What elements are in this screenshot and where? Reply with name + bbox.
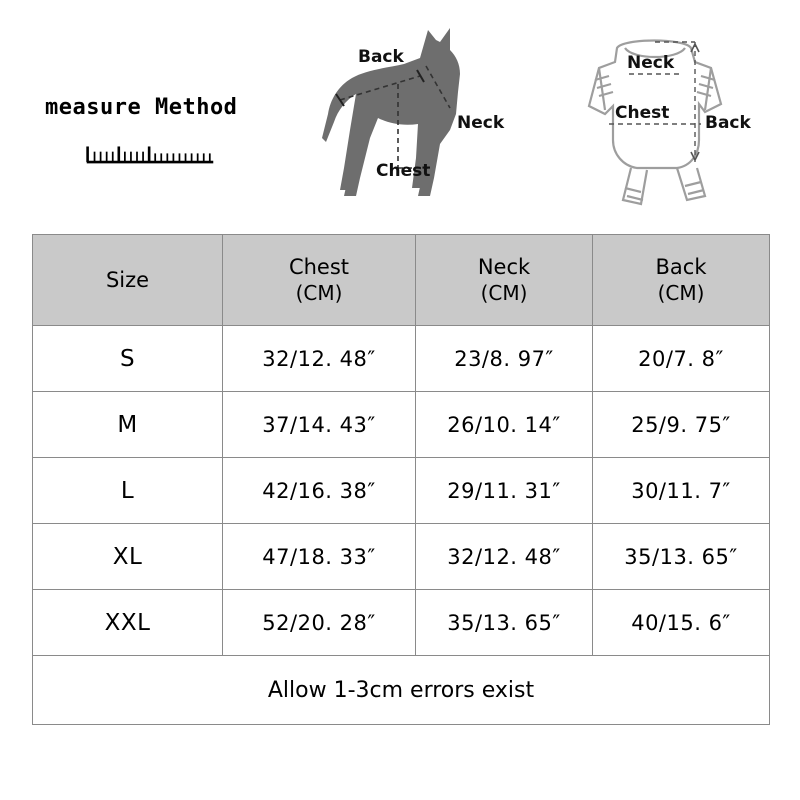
cell-back: 25/9. 75″ — [593, 392, 770, 458]
table-footer — [33, 656, 770, 725]
cell-neck: 29/11. 31″ — [416, 458, 593, 524]
coat-label-back: Back — [705, 113, 751, 133]
header-title-size: Size — [105, 267, 150, 292]
cell-neck: 23/8. 97″ — [416, 326, 593, 392]
cell-back: 30/11. 7″ — [593, 458, 770, 524]
coat-label-neck: Neck — [627, 53, 675, 73]
header-title-neck: Neck — [477, 255, 531, 280]
size-chart-table — [32, 234, 770, 725]
dog-label-back: Back — [358, 47, 404, 67]
table-header — [33, 235, 770, 326]
header-title-back: Back — [655, 255, 707, 280]
cell-chest: 32/12. 48″ — [223, 326, 416, 392]
cell-back: 35/13. 65″ — [593, 524, 770, 590]
cell-chest: 52/20. 28″ — [223, 590, 416, 656]
footnote: Allow 1-3cm errors exist — [33, 656, 770, 725]
cell-size: XL — [33, 524, 223, 590]
illustration-area — [0, 0, 800, 230]
cell-neck: 35/13. 65″ — [416, 590, 593, 656]
size-chart-table-wrapper — [32, 234, 769, 725]
dog-label-neck: Neck — [457, 113, 505, 133]
coat-measure-diagram — [545, 18, 765, 218]
header-unit-chest: (CM) — [295, 280, 343, 305]
table-row — [33, 590, 770, 656]
header-title-chest: Chest — [288, 255, 350, 280]
cell-neck: 32/12. 48″ — [416, 524, 593, 590]
header-cell-chest — [223, 235, 416, 326]
cell-size: S — [33, 326, 223, 392]
cell-back: 40/15. 6″ — [593, 590, 770, 656]
dog-label-chest: Chest — [376, 161, 431, 181]
ruler-icon — [80, 143, 220, 169]
table-header-row — [33, 235, 770, 326]
table-row — [33, 524, 770, 590]
cell-back: 20/7. 8″ — [593, 326, 770, 392]
header-cell-neck — [416, 235, 593, 326]
cell-chest: 37/14. 43″ — [223, 392, 416, 458]
cell-neck: 26/10. 14″ — [416, 392, 593, 458]
table-row — [33, 392, 770, 458]
cell-size: XXL — [33, 590, 223, 656]
table-row — [33, 326, 770, 392]
header-unit-back: (CM) — [657, 280, 705, 305]
table-footer-row — [33, 656, 770, 725]
table-body — [33, 326, 770, 656]
cell-size: L — [33, 458, 223, 524]
header-cell-back — [593, 235, 770, 326]
cell-chest: 47/18. 33″ — [223, 524, 416, 590]
cell-size: M — [33, 392, 223, 458]
header-cell-size — [33, 235, 223, 326]
coat-label-chest: Chest — [615, 103, 670, 123]
table-row — [33, 458, 770, 524]
dog-measure-diagram — [300, 18, 520, 218]
page-title: measure Method — [45, 95, 238, 120]
header-unit-neck: (CM) — [480, 280, 528, 305]
cell-chest: 42/16. 38″ — [223, 458, 416, 524]
